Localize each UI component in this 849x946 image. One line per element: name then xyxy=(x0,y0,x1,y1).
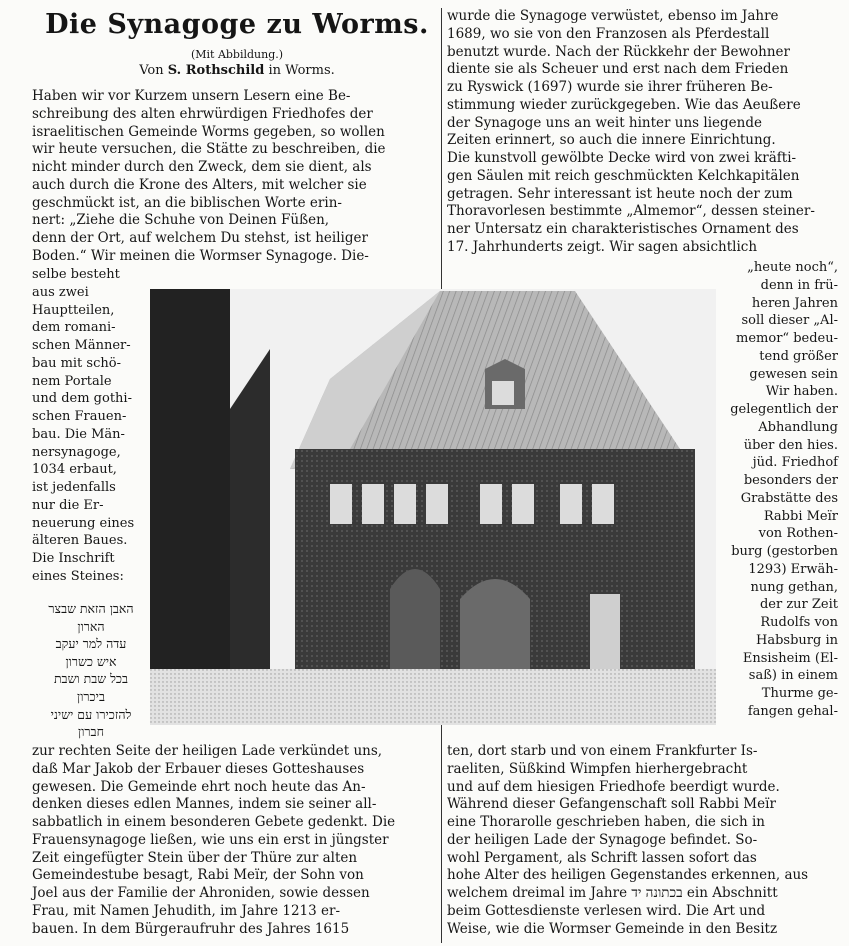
text-line: über den hies. xyxy=(743,437,838,453)
text-line: ten, dort starb und von einem Frankfurter Is- xyxy=(447,743,758,759)
hebrew-line: בכל שבת ושבת xyxy=(53,671,129,687)
byline-author: S. Rothschild xyxy=(167,63,265,78)
text-line: raeliten, Süßkind Wimpfen hierhergebracht xyxy=(447,760,748,777)
text-line: fangen gehal- xyxy=(747,703,838,719)
text-line: gelegentlich der xyxy=(730,402,838,417)
text-line: Wir haben. xyxy=(765,384,838,400)
hebrew-line: ביכרון xyxy=(77,688,105,704)
text-line: Zeit eingefügter Stein über der Thüre zur alten xyxy=(32,849,358,866)
text-line: selbe besteht xyxy=(32,267,120,282)
text-line: Grabstätte des xyxy=(740,490,838,506)
text-line: ner Untersatz ein charakteristisches Ornament des xyxy=(447,221,799,237)
text-line: von Rothen- xyxy=(758,526,838,542)
text-line: schen Männer- xyxy=(32,338,131,353)
text-line: bau. Die Män- xyxy=(32,426,125,442)
text-line: nung gethan, xyxy=(750,579,838,595)
text-line: Habsburg in xyxy=(756,632,838,648)
right-column-bottom xyxy=(447,743,837,938)
text-line: welchem dreimal im Jahre בכתונה יד ein Abschnitt xyxy=(447,885,778,901)
hebrew-line: הארון xyxy=(77,618,105,634)
text-line: Frauensynagoge ließen, wie uns ein erst in jüngster xyxy=(32,831,389,848)
text-line: getragen. Sehr interessant ist heute noch der zum xyxy=(447,185,793,202)
text-line: memor“ bedeu- xyxy=(736,331,838,346)
text-line: nicht minder durch den Zweck, dem sie dient, als xyxy=(32,159,372,175)
text-line: Haben wir vor Kurzem unsern Lesern eine Be- xyxy=(32,88,351,104)
hebrew-inscription xyxy=(32,600,150,741)
text-line: aus zwei xyxy=(32,284,89,300)
hebrew-line: חברון xyxy=(78,724,104,740)
text-line: tend größer xyxy=(759,348,838,364)
text-line: besonders der xyxy=(743,473,838,488)
text-line: sabbatlich in einem besonderen Gebete gedenkt. Die xyxy=(32,814,396,830)
byline-prefix: Von xyxy=(139,63,164,78)
text-line: hohe Alter des heiligen Gegenstandes erkennen, aus xyxy=(447,867,809,884)
text-line: benutzt wurde. Nach der Rückkehr der Bewohner xyxy=(447,43,790,60)
text-line: wir heute versuchen, die Stätte zu beschreiben, die xyxy=(32,141,386,158)
text-line: denn der Ort, auf welchem Du stehst, ist heiliger xyxy=(32,230,368,246)
text-line: Die Inschrift xyxy=(32,551,115,566)
text-line: schen Frauen- xyxy=(32,409,127,424)
right-column-top xyxy=(447,8,837,257)
text-line: Hauptteilen, xyxy=(32,302,115,318)
text-line: zu Ryswick (1697) wurde sie ihrer früheren Be- xyxy=(447,79,773,95)
text-line: auch durch die Krone des Alters, mit welcher sie xyxy=(32,176,367,193)
synagogue-photo xyxy=(150,289,716,725)
left-narrow-column xyxy=(32,266,150,586)
text-line: denn in frü- xyxy=(760,277,838,293)
hebrew-line: איש כשרון xyxy=(65,653,117,669)
text-line: nersynagoge, xyxy=(32,444,121,460)
text-line: daß Mar Jakob der Erbauer dieses Gotteshauses xyxy=(32,760,365,777)
text-line: „heute noch“, xyxy=(747,260,838,275)
text-line: eines Steines: xyxy=(32,568,124,584)
text-line: diente sie als Scheuer und erst nach dem Frieden xyxy=(447,61,789,78)
text-line: stimmung wieder zurückgegeben. Wie das Aeußere xyxy=(447,96,801,113)
text-line: Ensisheim (El- xyxy=(742,650,838,666)
text-line: geschmückt ist, an die biblischen Worte erin- xyxy=(32,194,342,211)
text-line: gewesen sein xyxy=(749,366,838,382)
hebrew-line: עדה למר יעקב xyxy=(55,636,127,652)
text-line: Thurme ge- xyxy=(761,686,838,701)
text-line: Abhandlung xyxy=(758,419,838,435)
text-line: burg (gestorben xyxy=(731,544,838,559)
text-line: Während dieser Gefangenschaft soll Rabbi Meïr xyxy=(447,796,776,813)
article-subtitle: (Mit Abbildung.) xyxy=(190,48,284,61)
text-line: saß) in einem xyxy=(748,668,838,684)
text-line: ist jedenfalls xyxy=(32,480,116,495)
text-line: nem Portale xyxy=(32,373,112,389)
text-line: Frau, mit Namen Jehudith, im Jahre 1213 er- xyxy=(32,902,341,919)
text-line: älteren Baues. xyxy=(32,533,128,549)
text-line: 1034 erbaut, xyxy=(32,462,117,478)
text-line: 1689, wo sie von den Franzosen als Pferdestall xyxy=(447,25,770,42)
article-title: Die Synagoge zu Worms. xyxy=(45,9,429,40)
text-line: nur die Er- xyxy=(32,497,104,513)
text-line: Rabbi Meïr xyxy=(763,508,838,524)
text-line: zur rechten Seite der heiligen Lade verkündet uns, xyxy=(32,743,383,759)
text-line: wohl Pergament, als Schrift lassen sofort das xyxy=(447,849,757,866)
article-byline xyxy=(32,63,442,78)
hebrew-line: להזכירו עם ישיני xyxy=(50,706,132,722)
left-column-top xyxy=(32,88,437,266)
text-line: 17. Jahrhunderts zeigt. Wir sagen absichtlich xyxy=(447,238,758,255)
text-line: Zeiten erinnert, so auch die innere Einrichtung. xyxy=(447,132,776,149)
text-line: wurde die Synagoge verwüstet, ebenso im Jahre xyxy=(447,8,779,24)
text-line: bauen. In dem Bürgeraufruhr des Jahres 1615 xyxy=(32,920,350,937)
text-line: Boden.“ Wir meinen die Wormser Synagoge. Die- xyxy=(32,247,369,264)
text-line: Joel aus der Familie der Ahroniden, sowie dessen xyxy=(32,885,370,901)
text-line: Weise, wie die Wormser Gemeinde in den Besitz xyxy=(447,920,778,937)
text-line: Rudolfs von xyxy=(760,615,838,630)
text-line: schreibung des alten ehrwürdigen Friedhofes der xyxy=(32,105,373,122)
left-column-bottom xyxy=(32,743,437,938)
text-line: denken dieses edlen Mannes, indem sie seiner all- xyxy=(32,796,377,813)
text-line: Die kunstvoll gewölbte Decke wird von zwei kräfti- xyxy=(447,150,797,166)
text-line: und dem gothi- xyxy=(32,391,132,407)
text-line: 1293) Erwäh- xyxy=(748,561,838,577)
text-line: bau mit schö- xyxy=(32,355,121,371)
text-line: nert: „Ziehe die Schuhe von Deinen Füßen, xyxy=(32,212,330,229)
text-line: beim Gottesdienste verlesen wird. Die Art und xyxy=(447,902,766,919)
text-line: gen Säulen mit reich geschmückten Kelchkapitälen xyxy=(447,167,800,184)
hebrew-line: האבן הזאת שבצר xyxy=(48,601,134,616)
text-line: heren Jahren xyxy=(751,295,838,311)
text-line: der heiligen Lade der Synagoge befindet. So- xyxy=(447,831,758,848)
text-line: israelitischen Gemeinde Worms gegeben, so wollen xyxy=(32,123,385,140)
text-line: der zur Zeit xyxy=(759,597,838,613)
text-line: neuerung eines xyxy=(32,515,135,531)
byline-suffix: in Worms. xyxy=(268,63,335,78)
text-line: gewesen. Die Gemeinde ehrt noch heute das An- xyxy=(32,778,366,795)
text-line: dem romani- xyxy=(32,320,116,336)
text-line: jüd. Friedhof xyxy=(752,455,838,471)
text-line: Gemeindestube besagt, Rabi Meïr, der Sohn von xyxy=(32,867,364,884)
text-line: Thoravorlesen bestimmte „Almemor“, dessen steiner- xyxy=(447,203,815,220)
right-narrow-column xyxy=(716,259,838,721)
text-line: soll dieser „Al- xyxy=(741,313,838,329)
text-line: eine Thorarolle geschrieben haben, die sich in xyxy=(447,814,765,830)
text-line: der Synagoge uns an weit hinter uns liegende xyxy=(447,114,762,131)
text-line: und auf dem hiesigen Friedhofe beerdigt wurde. xyxy=(447,778,780,795)
